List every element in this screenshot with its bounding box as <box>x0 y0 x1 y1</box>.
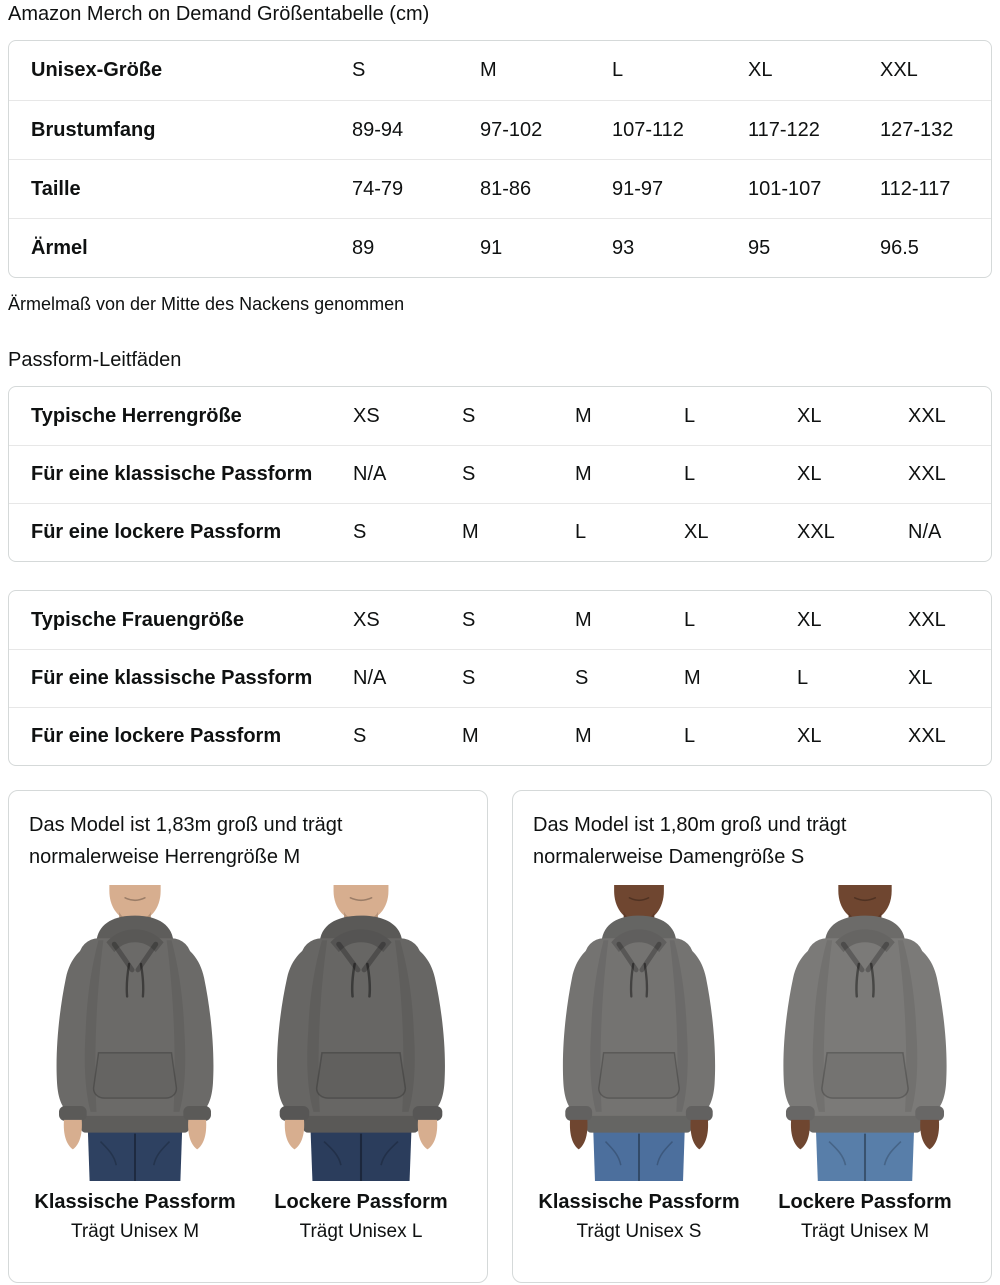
fit-title: Klassische Passform <box>538 1191 740 1213</box>
model-cards-row <box>8 790 992 1283</box>
row-label: Für eine lockere Passform <box>31 725 282 747</box>
row-label: Typische Herrengröße <box>31 404 242 427</box>
table-cell: 96.5 <box>880 236 919 259</box>
womens-fit-table <box>8 590 992 766</box>
table-cell: M <box>575 404 592 427</box>
table-cell: XL <box>684 521 709 543</box>
photo-captions <box>533 1187 971 1247</box>
caption-classic-fit <box>533 1187 745 1247</box>
size-header-cell: L <box>612 59 624 81</box>
table-cell: 117-122 <box>748 118 820 141</box>
table-cell: 95 <box>748 236 771 259</box>
table-row <box>9 445 991 503</box>
caption-loose-fit <box>759 1187 971 1247</box>
table-cell: XXL <box>908 404 946 427</box>
table-cell: S <box>575 667 589 689</box>
size-header-cell: XXL <box>880 59 918 81</box>
table-cell: XL <box>797 725 822 747</box>
table-cell: XS <box>353 608 380 631</box>
model-description: Das Model ist 1,83m groß und trägt normalerweise Herrengröße M <box>29 814 343 868</box>
table-row <box>9 387 991 445</box>
model-photo-classic-fit <box>29 885 241 1181</box>
row-label: Für eine lockere Passform <box>31 521 282 543</box>
row-label: Für eine klassische Passform <box>31 463 313 485</box>
table-cell: 81-86 <box>480 177 532 200</box>
table-cell: L <box>684 463 696 485</box>
fit-title: Klassische Passform <box>34 1191 236 1213</box>
size-header-cell: M <box>480 59 497 81</box>
table-cell: S <box>462 667 476 689</box>
fit-subtitle: Trägt Unisex M <box>70 1221 200 1242</box>
table-cell: S <box>462 404 476 427</box>
table-cell: 112-117 <box>880 177 951 200</box>
table-cell: 107-112 <box>612 118 684 141</box>
table-cell: N/A <box>353 667 387 689</box>
table-cell: L <box>797 667 809 689</box>
table-cell: 91-97 <box>612 177 664 200</box>
table-row <box>9 591 991 649</box>
photo-captions <box>29 1187 467 1247</box>
table-cell: M <box>575 463 592 485</box>
table-row <box>9 159 991 218</box>
table-row <box>9 503 991 561</box>
table-row <box>9 707 991 765</box>
table-cell: XXL <box>908 725 946 747</box>
table-cell: 101-107 <box>748 177 822 200</box>
table-cell: XL <box>797 404 822 427</box>
row-label: Typische Frauengröße <box>31 608 245 631</box>
row-label: Für eine klassische Passform <box>31 667 313 689</box>
table-cell: 127-132 <box>880 118 954 141</box>
table-cell: N/A <box>908 521 942 543</box>
table-cell: L <box>684 404 696 427</box>
table-cell: XXL <box>908 608 946 631</box>
table-cell: M <box>462 725 479 747</box>
size-header-cell: XL <box>748 59 773 81</box>
fit-subtitle: Trägt Unisex M <box>800 1221 930 1242</box>
table-cell: S <box>462 463 476 485</box>
unisex-size-table <box>8 40 992 278</box>
table-cell: L <box>684 725 696 747</box>
table-row <box>9 100 991 159</box>
model-photo-classic-fit <box>533 885 745 1181</box>
table-cell: L <box>684 608 696 631</box>
fit-subtitle: Trägt Unisex L <box>299 1221 423 1242</box>
table-cell: 74-79 <box>352 177 404 200</box>
table-cell: XXL <box>797 521 835 543</box>
mens-fit-table <box>8 386 992 562</box>
table-row <box>9 218 991 277</box>
table-cell: M <box>684 667 701 689</box>
caption-classic-fit <box>29 1187 241 1247</box>
table-cell: M <box>462 521 479 543</box>
table-cell: 89-94 <box>352 118 404 141</box>
row-label: Ärmel <box>31 236 88 259</box>
womens-model-card <box>512 790 992 1283</box>
row-label: Brustumfang <box>31 118 156 141</box>
table-row <box>9 41 991 100</box>
model-description: Das Model ist 1,80m groß und trägt normalerweise Damengröße S <box>533 814 847 868</box>
model-photos <box>29 885 467 1181</box>
table-cell: S <box>353 725 367 747</box>
model-photo-loose-fit <box>759 885 971 1181</box>
table-cell: 89 <box>352 236 375 259</box>
size-header-cell: S <box>352 59 366 81</box>
table-cell: 93 <box>612 236 635 259</box>
table-cell: N/A <box>353 463 387 485</box>
table-cell: XXL <box>908 463 946 485</box>
model-photos <box>533 885 971 1181</box>
table-cell: M <box>575 608 592 631</box>
fit-subtitle: Trägt Unisex S <box>576 1221 702 1242</box>
table-cell: 91 <box>480 236 503 259</box>
table-cell: L <box>575 521 587 543</box>
table-cell: S <box>462 608 476 631</box>
table-cell: XL <box>908 667 933 689</box>
fit-title: Lockere Passform <box>778 1191 952 1213</box>
fit-guides-heading: Passform-Leitfäden <box>8 349 182 371</box>
table-cell: M <box>575 725 592 747</box>
table-row <box>9 649 991 707</box>
fit-title: Lockere Passform <box>274 1191 448 1213</box>
page-title: Amazon Merch on Demand Größentabelle (cm) <box>8 3 430 25</box>
table-cell: XL <box>797 608 822 631</box>
table-cell: 97-102 <box>480 118 543 141</box>
mens-model-card <box>8 790 488 1283</box>
caption-loose-fit <box>255 1187 467 1247</box>
row-label: Taille <box>31 177 81 200</box>
row-label: Unisex-Größe <box>31 59 163 81</box>
sleeve-measure-note: Ärmelmaß von der Mitte des Nackens genommen <box>8 294 405 314</box>
model-photo-loose-fit <box>255 885 467 1181</box>
table-cell: S <box>353 521 367 543</box>
table-cell: XS <box>353 404 380 427</box>
table-cell: XL <box>797 463 822 485</box>
